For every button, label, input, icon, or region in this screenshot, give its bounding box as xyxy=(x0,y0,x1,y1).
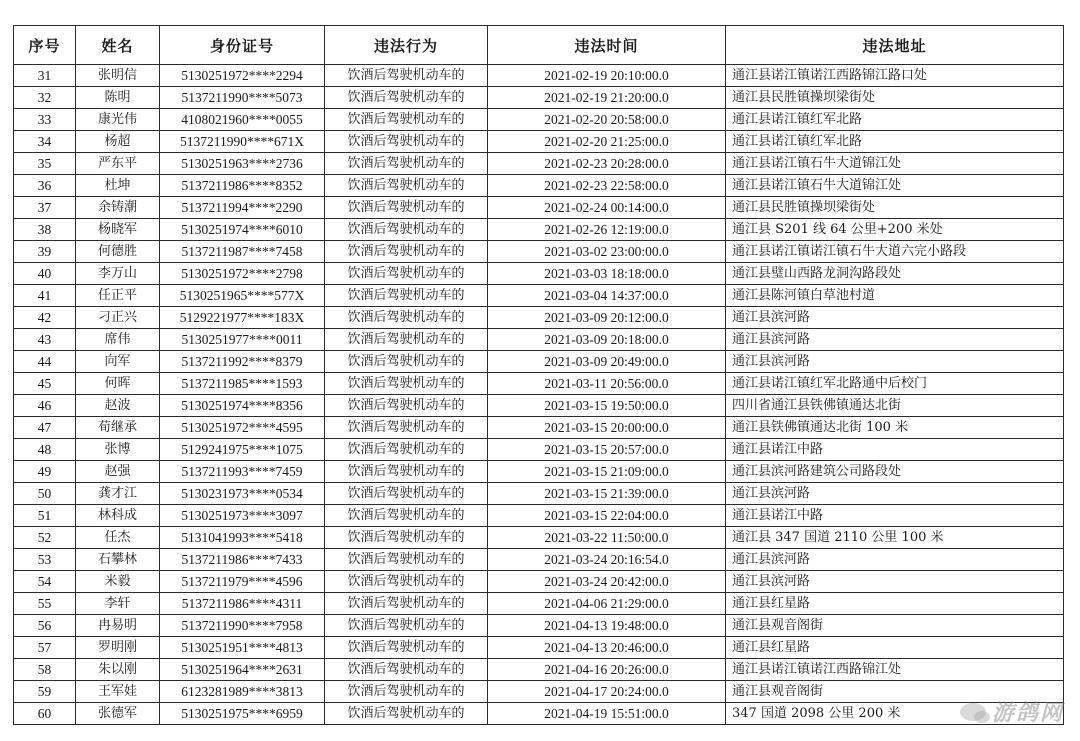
cell-violation: 饮酒后驾驶机动车的 xyxy=(325,175,488,197)
table-header-row xyxy=(14,26,1064,65)
cell-id: 5137211987****7458 xyxy=(160,241,325,263)
cell-no: 39 xyxy=(14,241,76,263)
table-row xyxy=(14,681,1064,703)
cell-violation: 饮酒后驾驶机动车的 xyxy=(325,351,488,373)
cell-name: 李万山 xyxy=(76,263,160,285)
cell-no: 59 xyxy=(14,681,76,703)
header-location: 违法地址 xyxy=(726,26,1064,65)
cell-id: 5137211986****7433 xyxy=(160,549,325,571)
cell-name: 罗明刚 xyxy=(76,637,160,659)
cell-name: 林科成 xyxy=(76,505,160,527)
cell-time: 2021-04-06 21:29:00.0 xyxy=(488,593,726,615)
cell-id: 5137211985****1593 xyxy=(160,373,325,395)
cell-violation: 饮酒后驾驶机动车的 xyxy=(325,263,488,285)
cell-id: 5130251973****3097 xyxy=(160,505,325,527)
cell-name: 王军娃 xyxy=(76,681,160,703)
cell-violation: 饮酒后驾驶机动车的 xyxy=(325,659,488,681)
cell-no: 46 xyxy=(14,395,76,417)
cell-time: 2021-02-20 21:25:00.0 xyxy=(488,131,726,153)
cell-time: 2021-02-23 20:28:00.0 xyxy=(488,153,726,175)
cell-no: 54 xyxy=(14,571,76,593)
cell-location: 通江县诺江中路 xyxy=(726,439,1064,461)
table-row xyxy=(14,571,1064,593)
cell-location: 通江县 347 国道 2110 公里 100 米 xyxy=(726,527,1064,549)
cell-name: 何德胜 xyxy=(76,241,160,263)
cell-violation: 饮酒后驾驶机动车的 xyxy=(325,593,488,615)
cell-location: 通江县诺江镇石牛大道锦江处 xyxy=(726,153,1064,175)
header-id: 身份证号 xyxy=(160,26,325,65)
cell-time: 2021-03-15 21:09:00.0 xyxy=(488,461,726,483)
cell-violation: 饮酒后驾驶机动车的 xyxy=(325,681,488,703)
cell-name: 何晖 xyxy=(76,373,160,395)
table-row xyxy=(14,483,1064,505)
cell-violation: 饮酒后驾驶机动车的 xyxy=(325,505,488,527)
cell-id: 6123281989****3813 xyxy=(160,681,325,703)
cell-time: 2021-03-15 20:00:00.0 xyxy=(488,417,726,439)
cell-location: 通江县民胜镇操坝梁街处 xyxy=(726,87,1064,109)
cell-name: 杨超 xyxy=(76,131,160,153)
cell-no: 31 xyxy=(14,65,76,87)
cell-violation: 饮酒后驾驶机动车的 xyxy=(325,87,488,109)
cell-time: 2021-04-17 20:24:00.0 xyxy=(488,681,726,703)
cell-location: 通江县滨河路 xyxy=(726,307,1064,329)
cell-violation: 饮酒后驾驶机动车的 xyxy=(325,571,488,593)
cell-id: 5130251963****2736 xyxy=(160,153,325,175)
cell-no: 53 xyxy=(14,549,76,571)
cell-no: 43 xyxy=(14,329,76,351)
cell-location: 通江县滨河路建筑公司路段处 xyxy=(726,461,1064,483)
cell-name: 任正平 xyxy=(76,285,160,307)
cell-name: 石攀林 xyxy=(76,549,160,571)
table-row xyxy=(14,131,1064,153)
cell-violation: 饮酒后驾驶机动车的 xyxy=(325,329,488,351)
cell-violation: 饮酒后驾驶机动车的 xyxy=(325,483,488,505)
table-row xyxy=(14,505,1064,527)
cell-time: 2021-03-24 20:42:00.0 xyxy=(488,571,726,593)
cell-no: 41 xyxy=(14,285,76,307)
cell-name: 杜坤 xyxy=(76,175,160,197)
table-row xyxy=(14,329,1064,351)
cell-time: 2021-03-11 20:56:00.0 xyxy=(488,373,726,395)
cell-location: 通江县诺江中路 xyxy=(726,505,1064,527)
table-row xyxy=(14,175,1064,197)
cell-no: 44 xyxy=(14,351,76,373)
cell-no: 48 xyxy=(14,439,76,461)
table-row xyxy=(14,637,1064,659)
cell-name: 张博 xyxy=(76,439,160,461)
cell-location: 通江县红星路 xyxy=(726,593,1064,615)
cell-location: 通江县诺江镇红军北路通中后校门 xyxy=(726,373,1064,395)
table-row xyxy=(14,593,1064,615)
cell-no: 38 xyxy=(14,219,76,241)
cell-name: 严东平 xyxy=(76,153,160,175)
cell-name: 陈明 xyxy=(76,87,160,109)
cell-location: 通江县诺江镇红军北路 xyxy=(726,131,1064,153)
table-row xyxy=(14,263,1064,285)
table-row xyxy=(14,549,1064,571)
cell-location: 通江县 S201 线 64 公里+200 米处 xyxy=(726,219,1064,241)
cell-time: 2021-03-09 20:12:00.0 xyxy=(488,307,726,329)
cell-time: 2021-04-19 15:51:00.0 xyxy=(488,703,726,725)
cell-location: 通江县滨河路 xyxy=(726,483,1064,505)
cell-id: 5130231973****0534 xyxy=(160,483,325,505)
cell-no: 47 xyxy=(14,417,76,439)
cell-name: 张明信 xyxy=(76,65,160,87)
cell-location: 通江县滨河路 xyxy=(726,549,1064,571)
cell-violation: 饮酒后驾驶机动车的 xyxy=(325,65,488,87)
cell-time: 2021-03-15 22:04:00.0 xyxy=(488,505,726,527)
table-row xyxy=(14,109,1064,131)
cell-time: 2021-02-23 22:58:00.0 xyxy=(488,175,726,197)
cell-violation: 饮酒后驾驶机动车的 xyxy=(325,461,488,483)
table-row xyxy=(14,703,1064,725)
cell-name: 张德军 xyxy=(76,703,160,725)
cell-no: 50 xyxy=(14,483,76,505)
cell-name: 杨晓军 xyxy=(76,219,160,241)
table-row xyxy=(14,659,1064,681)
cell-violation: 饮酒后驾驶机动车的 xyxy=(325,615,488,637)
cell-no: 56 xyxy=(14,615,76,637)
cell-time: 2021-03-24 20:16:54.0 xyxy=(488,549,726,571)
cell-id: 5130251951****4813 xyxy=(160,637,325,659)
cell-time: 2021-03-15 19:50:00.0 xyxy=(488,395,726,417)
cell-location: 通江县观音阁街 xyxy=(726,681,1064,703)
table-row xyxy=(14,241,1064,263)
cell-id: 5137211990****5073 xyxy=(160,87,325,109)
cell-no: 42 xyxy=(14,307,76,329)
cell-time: 2021-04-16 20:26:00.0 xyxy=(488,659,726,681)
cell-name: 任杰 xyxy=(76,527,160,549)
cell-location: 四川省通江县铁佛镇通达北街 xyxy=(726,395,1064,417)
cell-id: 5130251974****6010 xyxy=(160,219,325,241)
table-row xyxy=(14,373,1064,395)
cell-name: 荀继承 xyxy=(76,417,160,439)
cell-time: 2021-03-03 18:18:00.0 xyxy=(488,263,726,285)
cell-location: 通江县诺江镇石牛大道锦江处 xyxy=(726,175,1064,197)
cell-location: 通江县民胜镇操坝梁街处 xyxy=(726,197,1064,219)
header-violation: 违法行为 xyxy=(325,26,488,65)
cell-no: 51 xyxy=(14,505,76,527)
cell-time: 2021-03-02 23:00:00.0 xyxy=(488,241,726,263)
cell-time: 2021-04-13 19:48:00.0 xyxy=(488,615,726,637)
cell-time: 2021-03-09 20:18:00.0 xyxy=(488,329,726,351)
header-name: 姓名 xyxy=(76,26,160,65)
cell-violation: 饮酒后驾驶机动车的 xyxy=(325,197,488,219)
table-row xyxy=(14,351,1064,373)
cell-violation: 饮酒后驾驶机动车的 xyxy=(325,703,488,725)
cell-violation: 饮酒后驾驶机动车的 xyxy=(325,637,488,659)
cell-name: 米毅 xyxy=(76,571,160,593)
cell-location: 通江县璧山西路龙洞沟路段处 xyxy=(726,263,1064,285)
cell-violation: 饮酒后驾驶机动车的 xyxy=(325,109,488,131)
table-body xyxy=(14,65,1064,725)
cell-id: 5137211990****671X xyxy=(160,131,325,153)
cell-id: 5130251972****2798 xyxy=(160,263,325,285)
cell-no: 40 xyxy=(14,263,76,285)
cell-no: 58 xyxy=(14,659,76,681)
cell-id: 5129221977****183X xyxy=(160,307,325,329)
cell-name: 康光伟 xyxy=(76,109,160,131)
cell-name: 赵强 xyxy=(76,461,160,483)
cell-id: 5129241975****1075 xyxy=(160,439,325,461)
cell-time: 2021-02-24 00:14:00.0 xyxy=(488,197,726,219)
cell-name: 冉易明 xyxy=(76,615,160,637)
cell-no: 52 xyxy=(14,527,76,549)
cell-id: 5137211994****2290 xyxy=(160,197,325,219)
cell-id: 5130251977****0011 xyxy=(160,329,325,351)
cell-id: 5130251965****577X xyxy=(160,285,325,307)
cell-time: 2021-02-26 12:19:00.0 xyxy=(488,219,726,241)
cell-time: 2021-03-22 11:50:00.0 xyxy=(488,527,726,549)
table-row xyxy=(14,439,1064,461)
cell-violation: 饮酒后驾驶机动车的 xyxy=(325,307,488,329)
cell-no: 49 xyxy=(14,461,76,483)
table-row xyxy=(14,527,1064,549)
cell-time: 2021-02-20 20:58:00.0 xyxy=(488,109,726,131)
watermark-bubble-icon xyxy=(960,703,986,721)
table-row xyxy=(14,65,1064,87)
cell-location: 通江县滨河路 xyxy=(726,329,1064,351)
cell-violation: 饮酒后驾驶机动车的 xyxy=(325,285,488,307)
cell-name: 龚才江 xyxy=(76,483,160,505)
cell-id: 5130251964****2631 xyxy=(160,659,325,681)
cell-name: 李轩 xyxy=(76,593,160,615)
cell-violation: 饮酒后驾驶机动车的 xyxy=(325,241,488,263)
cell-time: 2021-02-19 20:10:00.0 xyxy=(488,65,726,87)
cell-no: 57 xyxy=(14,637,76,659)
header-no: 序号 xyxy=(14,26,76,65)
cell-time: 2021-02-19 21:20:00.0 xyxy=(488,87,726,109)
violation-table-container xyxy=(13,25,1063,725)
cell-violation: 饮酒后驾驶机动车的 xyxy=(325,153,488,175)
cell-violation: 饮酒后驾驶机动车的 xyxy=(325,395,488,417)
cell-id: 4108021960****0055 xyxy=(160,109,325,131)
cell-time: 2021-03-15 21:39:00.0 xyxy=(488,483,726,505)
cell-location: 通江县滨河路 xyxy=(726,351,1064,373)
watermark-text: 游鸽网 xyxy=(991,701,1064,726)
table-row xyxy=(14,219,1064,241)
watermark xyxy=(960,696,1064,727)
cell-location: 通江县陈河镇白草池村道 xyxy=(726,285,1064,307)
cell-name: 向军 xyxy=(76,351,160,373)
cell-name: 刁正兴 xyxy=(76,307,160,329)
cell-violation: 饮酒后驾驶机动车的 xyxy=(325,131,488,153)
cell-id: 5137211990****7958 xyxy=(160,615,325,637)
table-row xyxy=(14,307,1064,329)
cell-no: 60 xyxy=(14,703,76,725)
cell-location: 通江县诺江镇诺江镇石牛大道六完小路段 xyxy=(726,241,1064,263)
cell-violation: 饮酒后驾驶机动车的 xyxy=(325,219,488,241)
cell-location: 通江县观音阁街 xyxy=(726,615,1064,637)
cell-name: 余铸潮 xyxy=(76,197,160,219)
violation-table xyxy=(13,25,1064,725)
cell-no: 55 xyxy=(14,593,76,615)
cell-id: 5130251974****8356 xyxy=(160,395,325,417)
cell-no: 33 xyxy=(14,109,76,131)
cell-id: 5137211993****7459 xyxy=(160,461,325,483)
cell-no: 36 xyxy=(14,175,76,197)
cell-violation: 饮酒后驾驶机动车的 xyxy=(325,373,488,395)
cell-no: 34 xyxy=(14,131,76,153)
cell-id: 5137211986****8352 xyxy=(160,175,325,197)
cell-violation: 饮酒后驾驶机动车的 xyxy=(325,549,488,571)
table-row xyxy=(14,395,1064,417)
cell-id: 5131041993****5418 xyxy=(160,527,325,549)
cell-violation: 饮酒后驾驶机动车的 xyxy=(325,417,488,439)
table-row xyxy=(14,87,1064,109)
cell-name: 赵波 xyxy=(76,395,160,417)
cell-location: 通江县诺江镇诺江西路锦江处 xyxy=(726,659,1064,681)
cell-id: 5130251975****6959 xyxy=(160,703,325,725)
cell-no: 35 xyxy=(14,153,76,175)
cell-name: 席伟 xyxy=(76,329,160,351)
table-row xyxy=(14,153,1064,175)
table-row xyxy=(14,197,1064,219)
header-time: 违法时间 xyxy=(488,26,726,65)
cell-id: 5137211986****4311 xyxy=(160,593,325,615)
cell-id: 5137211979****4596 xyxy=(160,571,325,593)
cell-time: 2021-03-15 20:57:00.0 xyxy=(488,439,726,461)
cell-time: 2021-03-04 14:37:00.0 xyxy=(488,285,726,307)
cell-location: 通江县诺江镇红军北路 xyxy=(726,109,1064,131)
cell-violation: 饮酒后驾驶机动车的 xyxy=(325,527,488,549)
cell-location: 347 国道 2098 公里 200 米 xyxy=(726,703,1064,725)
table-row xyxy=(14,461,1064,483)
cell-id: 5130251972****4595 xyxy=(160,417,325,439)
cell-name: 朱以刚 xyxy=(76,659,160,681)
table-row xyxy=(14,285,1064,307)
cell-id: 5137211992****8379 xyxy=(160,351,325,373)
cell-time: 2021-03-09 20:49:00.0 xyxy=(488,351,726,373)
cell-location: 通江县滨河路 xyxy=(726,571,1064,593)
cell-no: 37 xyxy=(14,197,76,219)
cell-location: 通江县红星路 xyxy=(726,637,1064,659)
cell-no: 45 xyxy=(14,373,76,395)
cell-location: 通江县铁佛镇通达北街 100 米 xyxy=(726,417,1064,439)
cell-location: 通江县诺江镇诺江西路锦江路口处 xyxy=(726,65,1064,87)
cell-id: 5130251972****2294 xyxy=(160,65,325,87)
table-row xyxy=(14,615,1064,637)
cell-time: 2021-04-13 20:46:00.0 xyxy=(488,637,726,659)
table-row xyxy=(14,417,1064,439)
cell-violation: 饮酒后驾驶机动车的 xyxy=(325,439,488,461)
cell-no: 32 xyxy=(14,87,76,109)
